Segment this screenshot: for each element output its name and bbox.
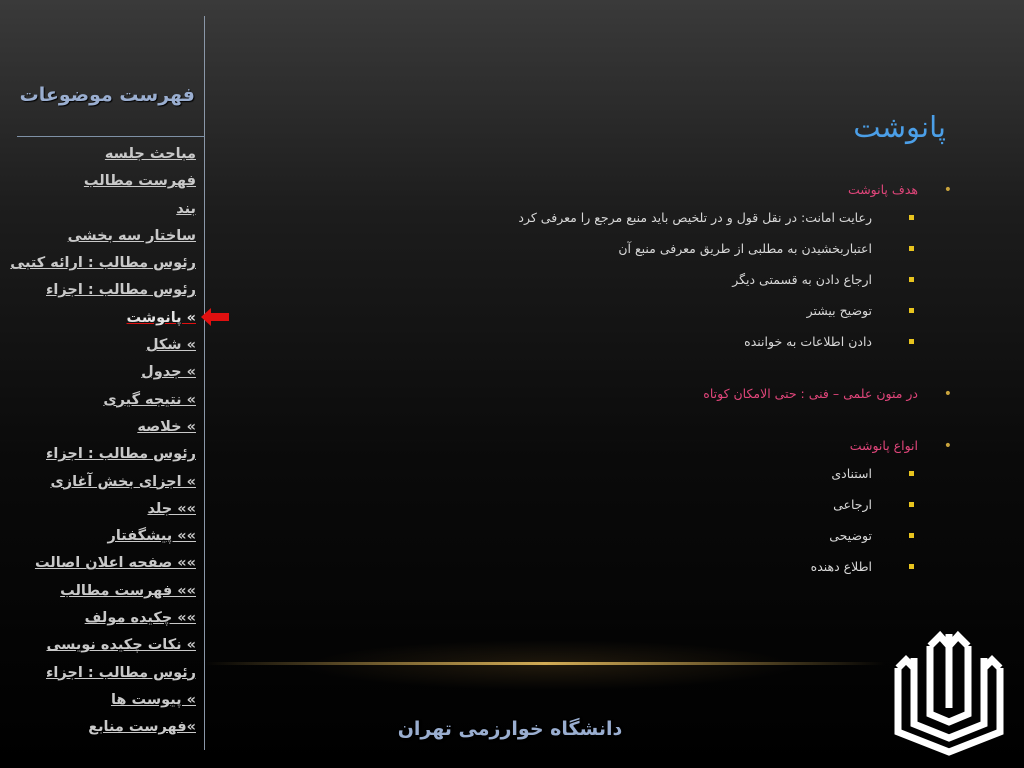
sidebar-nav: [10, 142, 196, 743]
sub-bullet-item: استنادی: [358, 458, 872, 489]
sidebar-item[interactable]: رئوس مطالب : اجزاء: [46, 664, 196, 681]
sub-bullet-item: اطلاع دهنده: [358, 551, 872, 582]
sidebar-item[interactable]: » جدول: [141, 364, 196, 381]
sidebar-item[interactable]: ساختار سه بخشی: [67, 227, 196, 244]
sub-bullet-item: توضیح بیشتر: [358, 295, 872, 326]
spacer: [358, 406, 918, 434]
university-logo-icon: [892, 628, 1006, 756]
sidebar-item[interactable]: رئوس مطالب : ارائه کتبی: [10, 255, 196, 272]
sub-bullet-item: رعایت امانت: در نقل قول و در تلخیص باید منبع مرجع را معرفی کرد: [358, 202, 872, 233]
sidebar-item[interactable]: » شکل: [145, 337, 196, 354]
sidebar-item[interactable]: رئوس مطالب : اجزاء: [46, 446, 196, 463]
university-name: دانشگاه خوارزمی تهران: [397, 718, 623, 740]
slide-content: [358, 178, 918, 582]
sidebar-item[interactable]: »» صفحه اعلان اصالت: [34, 555, 196, 572]
spacer: [358, 357, 918, 382]
sidebar-item[interactable]: » نتیجه گیری: [103, 391, 196, 408]
sub-bullet-item: توضیحی: [358, 520, 872, 551]
sub-bullet-item: ارجاعی: [358, 489, 872, 520]
bullet-item: • در متون علمی – فنی : حتی الامکان کوتاه: [358, 382, 918, 406]
sub-bullet-item: اعتباربخشیدن به مطلبی از طریق معرفی منبع آن: [358, 233, 872, 264]
sidebar-title: فهرست موضوعات: [19, 84, 195, 106]
footer-rule: [205, 662, 885, 665]
footer-glow: [300, 640, 800, 690]
sidebar-item[interactable]: » اجزای بخش آغازی: [50, 473, 196, 490]
sub-bullet-item: ارجاع دادن به قسمتی دیگر: [358, 264, 872, 295]
sidebar-item[interactable]: » پیوست ها: [110, 691, 196, 708]
sidebar-item[interactable]: »» چکیده مولف: [84, 610, 196, 627]
sidebar-divider: [204, 16, 205, 750]
bullet-item: • هدف پانوشت: [358, 178, 918, 202]
sidebar-item[interactable]: » خلاصه: [137, 418, 196, 435]
sidebar-item[interactable]: »» جلد: [147, 500, 196, 517]
sidebar-item[interactable]: »» پیشگفتار: [107, 528, 196, 545]
left-arrow-icon: [201, 308, 231, 326]
slide-title: پانوشت: [853, 110, 946, 144]
sidebar-item[interactable]: » نکات چکیده نویسی: [46, 637, 196, 654]
sidebar-separator: [17, 136, 205, 137]
bullet-item: • انواع پانوشت: [358, 434, 918, 458]
sidebar-item[interactable]: مباحث جلسه: [104, 146, 196, 162]
sidebar-item-active[interactable]: » پانوشت: [126, 309, 196, 326]
sidebar-item[interactable]: بند: [176, 200, 196, 217]
sidebar-item[interactable]: رئوس مطالب : اجزاء: [46, 282, 196, 299]
sidebar-item[interactable]: »» فهرست مطالب: [60, 582, 196, 599]
sidebar-item[interactable]: فهرست مطالب: [83, 173, 196, 190]
sub-bullet-item: دادن اطلاعات به خواننده: [358, 326, 872, 357]
sidebar-item[interactable]: »فهرست منابع: [88, 719, 196, 736]
